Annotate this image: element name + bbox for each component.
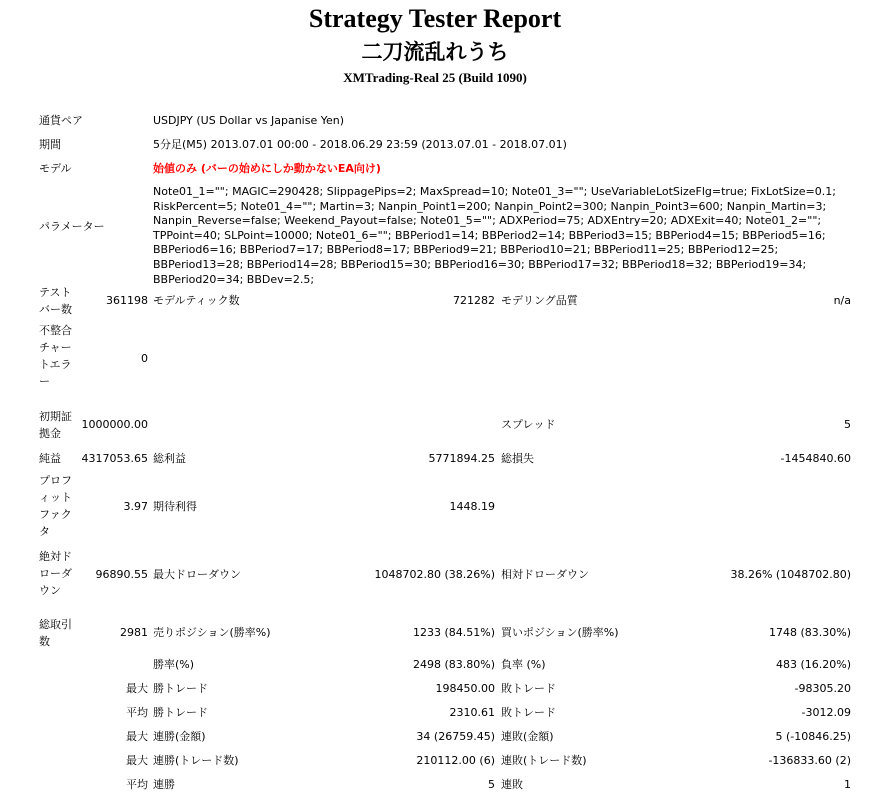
expected-payoff-label: 期待利得	[153, 500, 197, 513]
avg-win-label: 勝トレード	[153, 706, 208, 719]
loss-rate-value: 483 (16.20%)	[775, 658, 851, 671]
params-value: Note01_1=""; MAGIC=290428; SlippagePips=2; MaxSpread=10; Note01_3=""; UseVariableLotSizeFlg=true; FixLotSize=0.1; RiskPercent=5; Note01_4=""; Martin=3; Nanpin_Point1=200; Nanpin_Point2=300; Nanpin_Point3=600; Nanpin_Martin=3; Nanpin_Reverse=false; Weekend_Payout=false; Note01_5=""; ADXPeriod=75; ADXEntry=20; ADXExit=40; Note01_2=""; TPPoint=40; SLPoint=10000; Note01_6=""; BBPeriod1=14; BBPeriod2=14; BBPeriod3=15; BBPeriod4=15; BBPeriod5=16; BBPeriod6=16; BBPeriod7=17; BBPeriod8=17; BBPeriod9=21; BBPeriod10=21; BBPeriod11=25; BBPeriod12=25; BBPeriod13=28; BBPeriod14=28; BBPeriod15=30; BBPeriod16=30; BBPeriod17=32; BBPeriod18=32; BBPeriod19=34; BBPeriod20=34; BBDev=2.5;	[153, 185, 836, 286]
quality-label: モデリング品質	[501, 294, 578, 307]
expected-payoff-value: 1448.19	[449, 500, 495, 513]
abs-drawdown-value: 96890.55	[95, 568, 148, 581]
total-trades-label: 総取引数	[39, 618, 72, 648]
cons-losses-count-label: 連敗(トレード数)	[501, 754, 587, 767]
quality-value: n/a	[833, 294, 851, 307]
avg-cons-wins-label: 連勝	[153, 778, 175, 791]
cons-wins-amount-label: 連勝(金額)	[153, 730, 206, 743]
pair-value: USDJPY (US Dollar vs Japanise Yen)	[153, 114, 345, 127]
total-trades-value: 2981	[120, 626, 148, 639]
avg-cons-wins-value: 5	[488, 778, 495, 791]
win-rate-label: 勝率(%)	[153, 658, 195, 671]
net-value: 4317053.65	[81, 452, 148, 465]
win-rate-value: 2498 (83.80%)	[412, 658, 495, 671]
period-value: 5分足(M5) 2013.07.01 00:00 - 2018.06.29 23:59 (2013.07.01 - 2018.07.01)	[153, 138, 567, 151]
avg-win-value: 2310.61	[449, 706, 495, 719]
profit-factor-label: プロフィットファクタ	[39, 474, 72, 538]
ticks-label: モデルティック数	[153, 294, 240, 307]
ticks-value: 721282	[453, 294, 495, 307]
ea-name: 二刀流乱れうち	[361, 40, 509, 64]
deposit-value: 1000000.00	[81, 418, 148, 431]
spread-label: スプレッド	[501, 418, 556, 431]
loss-rate-label: 負率 (%)	[501, 658, 546, 671]
abs-drawdown-label: 絶対ドローダウン	[39, 550, 72, 597]
mismatch-value: 0	[141, 352, 148, 365]
rel-drawdown-label: 相対ドローダウン	[501, 568, 589, 581]
gross-loss-value: -1454840.60	[780, 452, 851, 465]
deposit-label: 初期証拠金	[39, 410, 72, 440]
server-build: XMTrading-Real 25 (Build 1090)	[343, 70, 527, 85]
report-title: Strategy Tester Report	[308, 4, 562, 33]
params-label: パラメーター	[39, 220, 105, 233]
cons-wins-count-label: 連勝(トレード数)	[153, 754, 239, 767]
cons-wins-amount-value: 34 (26759.45)	[416, 730, 495, 743]
pair-label: 通貨ペア	[39, 114, 83, 127]
long-positions-value: 1748 (83.30%)	[768, 626, 851, 639]
model-label: モデル	[39, 162, 72, 175]
spread-value: 5	[844, 418, 851, 431]
avg-loss-label: 敗トレード	[501, 706, 556, 719]
max-drawdown-label: 最大ドローダウン	[153, 568, 241, 581]
net-label: 純益	[39, 452, 61, 465]
gross-profit-label: 総利益	[153, 452, 186, 465]
max-drawdown-value: 1048702.80 (38.26%)	[374, 568, 495, 581]
max-loss-label: 敗トレード	[501, 682, 556, 695]
avg-label: 平均	[126, 706, 148, 719]
max-label: 最大	[126, 682, 148, 695]
max-win-label: 勝トレード	[153, 682, 208, 695]
short-positions-label: 売りポジション(勝率%)	[153, 626, 271, 639]
max-label: 最大	[126, 730, 148, 743]
max-win-value: 198450.00	[435, 682, 495, 695]
rel-drawdown-value: 38.26% (1048702.80)	[730, 568, 851, 581]
period-label: 期間	[39, 138, 61, 151]
cons-losses-amount-label: 連敗(金額)	[501, 730, 554, 743]
cons-losses-count-value: -136833.60 (2)	[768, 754, 851, 767]
avg-label: 平均	[126, 778, 148, 791]
mismatch-label: 不整合チャートエラー	[39, 324, 72, 388]
gross-loss-label: 総損失	[501, 452, 534, 465]
avg-loss-value: -3012.09	[801, 706, 851, 719]
long-positions-label: 買いポジション(勝率%)	[501, 626, 619, 639]
avg-cons-losses-value: 1	[844, 778, 851, 791]
max-label: 最大	[126, 754, 148, 767]
short-positions-value: 1233 (84.51%)	[412, 626, 495, 639]
cons-losses-amount-value: 5 (-10846.25)	[775, 730, 851, 743]
cons-wins-count-value: 210112.00 (6)	[416, 754, 495, 767]
profit-factor-value: 3.97	[123, 500, 148, 513]
model-value: 始値のみ (バーの始めにしか動かないEA向け)	[153, 162, 381, 175]
avg-cons-losses-label: 連敗	[501, 778, 523, 791]
gross-profit-value: 5771894.25	[428, 452, 495, 465]
bars-label: テストバー数	[39, 286, 72, 316]
max-loss-value: -98305.20	[794, 682, 851, 695]
bars-value: 361198	[106, 294, 148, 307]
